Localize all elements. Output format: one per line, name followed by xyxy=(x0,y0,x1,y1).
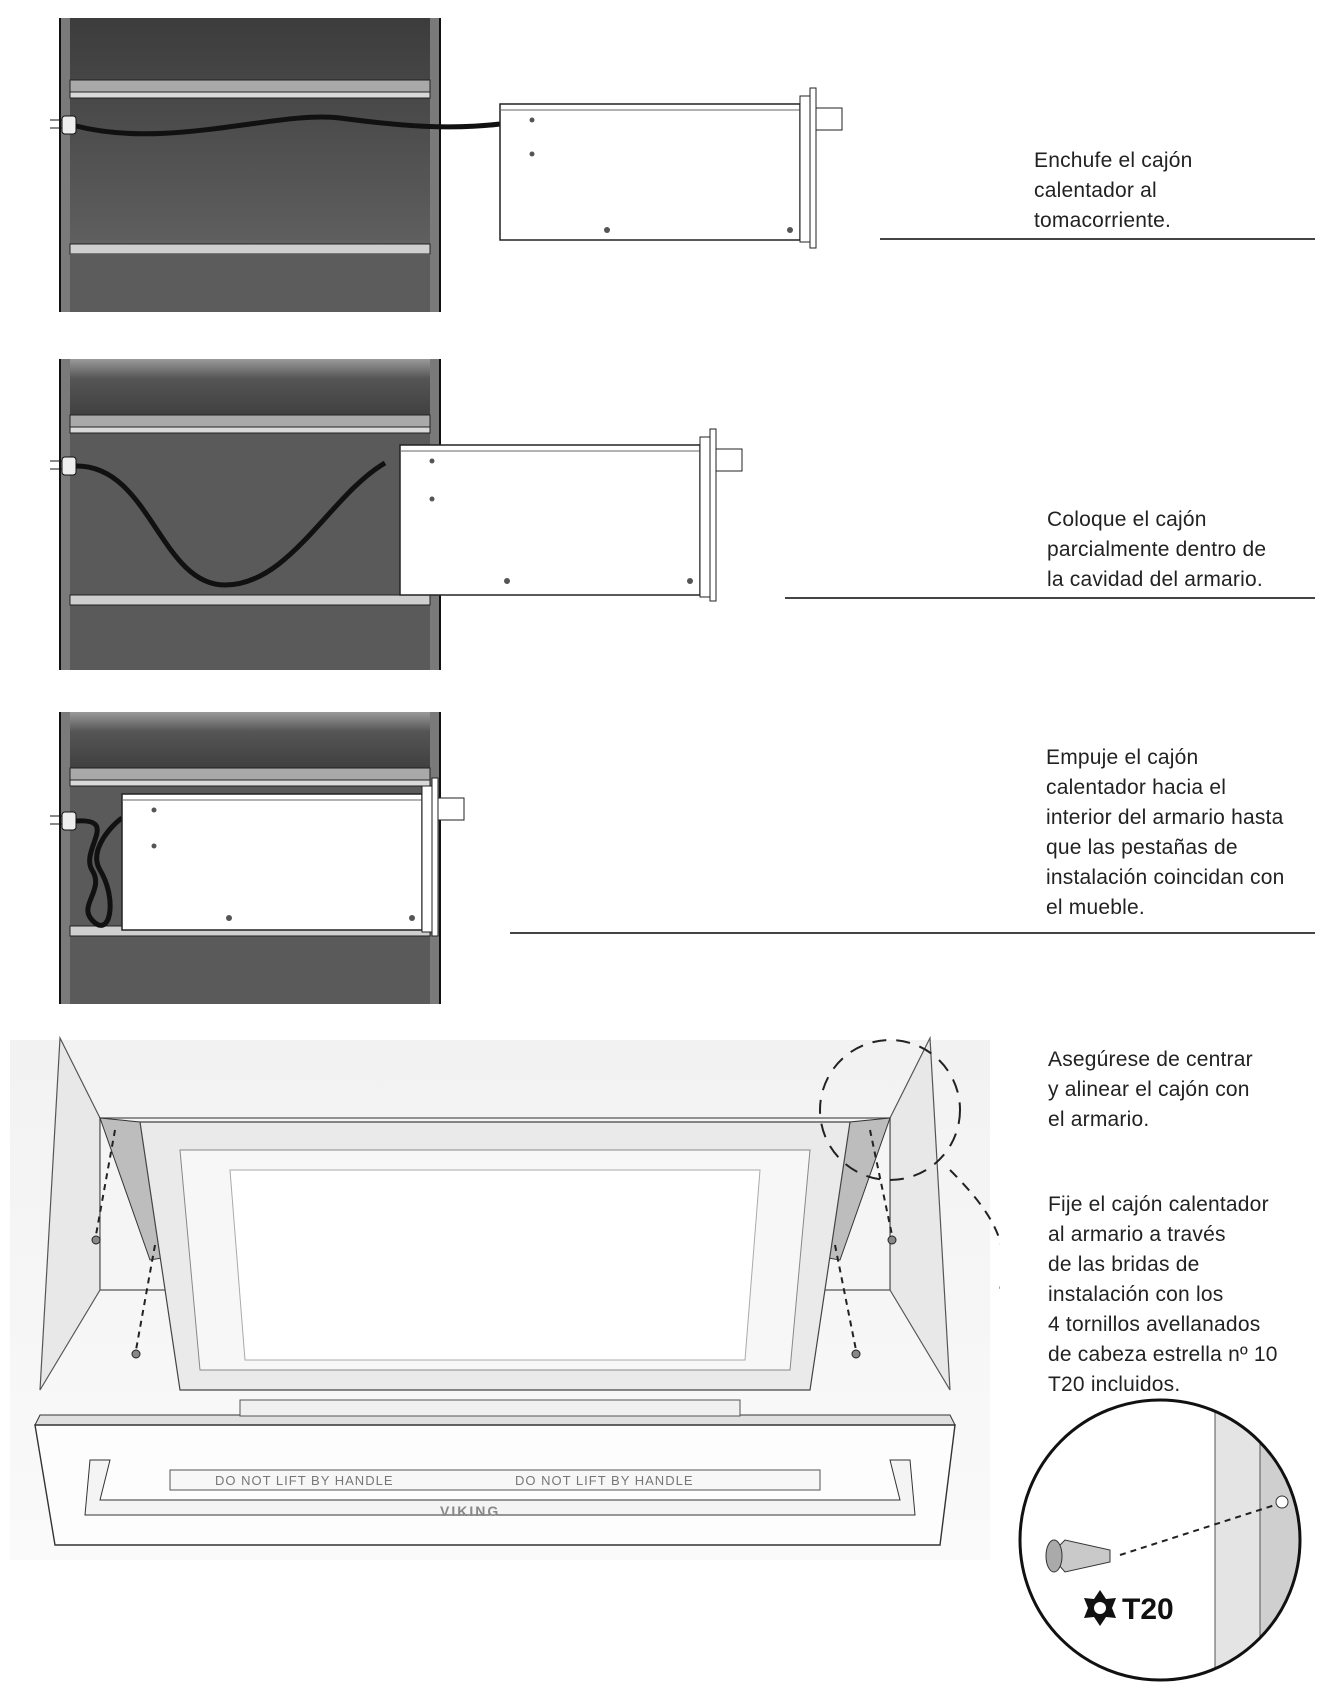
wall-outlet xyxy=(50,116,76,134)
warming-drawer xyxy=(400,429,742,601)
drawer-interior xyxy=(140,1122,850,1390)
step3-caption: Empuje el cajón calentador hacia el interior del armario hasta que las pestañas de instalación coincidan con el mueble. xyxy=(1046,746,1285,919)
step1-rule xyxy=(880,238,1315,240)
step1-illustration xyxy=(0,0,880,320)
handle-warning-right: DO NOT LIFT BY HANDLE xyxy=(515,1473,694,1488)
step3-rule xyxy=(510,932,1315,934)
step3-illustration xyxy=(0,700,500,1010)
tool-label: T20 xyxy=(1122,1593,1174,1626)
drawer-front xyxy=(35,1400,955,1545)
step5-caption: Fije el cajón calentador al armario a través de las bridas de instalación con los 4 tornillos avellanados de cabeza estrella nº 10 T20 incluidos. xyxy=(1048,1193,1278,1396)
wall-outlet xyxy=(50,812,76,830)
warming-drawer xyxy=(500,88,842,248)
step2-illustration xyxy=(0,345,780,675)
step4-caption: Asegúrese de centrar y alinear el cajón con el armario. xyxy=(1048,1048,1253,1131)
cabinet xyxy=(60,359,440,670)
handle-warning-left: DO NOT LIFT BY HANDLE xyxy=(215,1473,394,1488)
screw-detail xyxy=(1010,1390,1310,1690)
step2-caption: Coloque el cajón parcialmente dentro de la cavidad del armario. xyxy=(1047,508,1267,591)
brand-logo: VIKING xyxy=(440,1503,501,1519)
step2-rule xyxy=(785,597,1315,599)
step1-caption: Enchufe el cajón calentador al tomacorriente. xyxy=(1034,149,1193,232)
cabinet xyxy=(60,18,440,312)
warming-drawer xyxy=(122,778,464,936)
wall-outlet xyxy=(50,457,76,475)
